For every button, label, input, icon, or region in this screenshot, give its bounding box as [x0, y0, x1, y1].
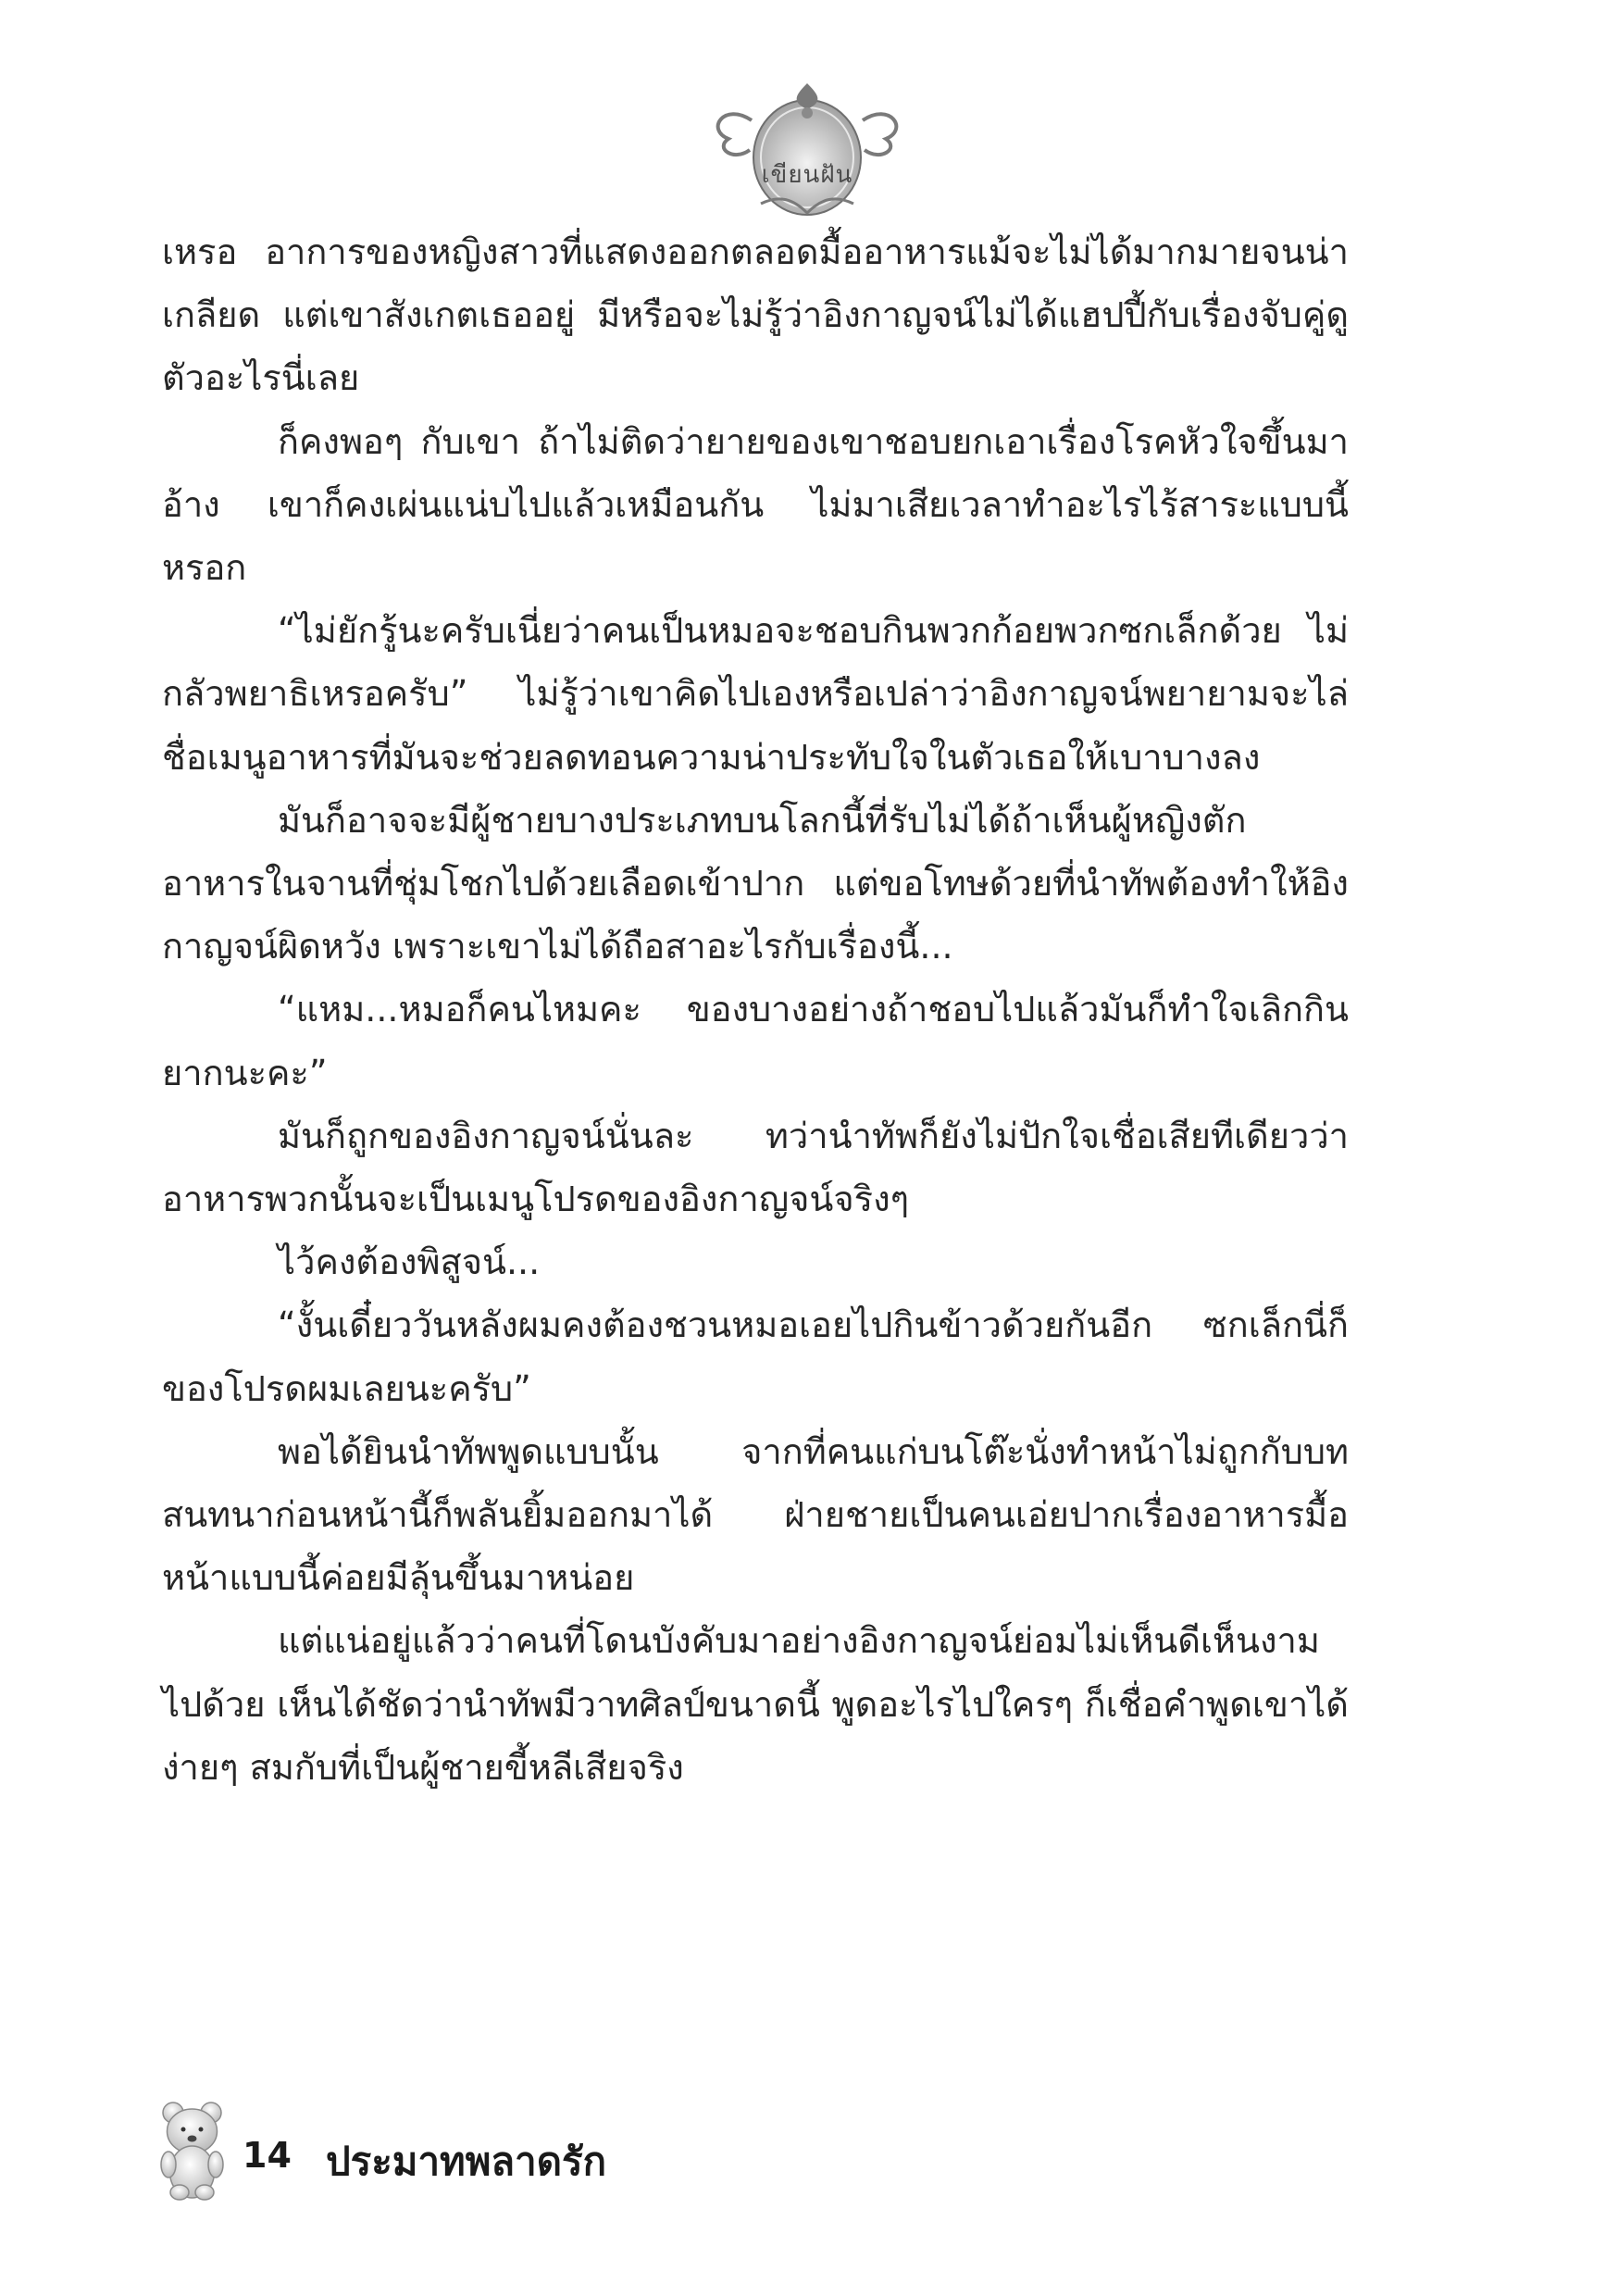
paragraph: พอได้ยินนำทัพพูดแบบนั้น จากที่คนแก่บนโต๊ะนั่งทำหน้าไม่ถูกกับบทสนทนาก่อนหน้านี้ก็พลันยิ้มออกมาได้ ฝ่ายชายเป็นคนเอ่ยปากเรื่องอาหารมื้อหน้าแบบนี้ค่อยมีลุ้นขึ้นมาหน่อย: [162, 1430, 1349, 1599]
paragraph: “ไม่ยักรู้นะครับเนี่ยว่าคนเป็นหมอจะชอบกินพวกก้อยพวกซกเล็กด้วย ไม่กลัวพยาธิเหรอครับ” ไม่รู้ว่าเขาคิดไปเองหรือเปล่าว่าอิงกาญจน์พยายามจะไล่ชื่อเมนูอาหารที่มันจะช่วยลดทอนความน่าประทับใจในตัวเธอให้เบาบางลง: [162, 610, 1349, 778]
paragraph: ก็คงพอๆ กับเขา ถ้าไม่ติดว่ายายของเขาชอบยกเอาเรื่องโรคหัวใจขึ้นมาอ้าง เขาก็คงเผ่นแน่บไปแล้วเหมือนกัน ไม่มาเสียเวลาทำอะไรไร้สาระแบบนี้หรอก: [162, 420, 1349, 589]
page-footer: [157, 2100, 898, 2202]
ornament-icon: [687, 65, 927, 222]
page-number: 14: [243, 2135, 292, 2176]
paragraph: มันก็ถูกของอิงกาญจน์นั่นละ ทว่านำทัพก็ยังไม่ปักใจเชื่อเสียทีเดียวว่าอาหารพวกนั้นจะเป็นเมนูโปรดของอิงกาญจน์จริงๆ: [162, 1115, 1349, 1220]
paragraph: “งั้นเดี๋ยววันหลังผมคงต้องชวนหมอเอยไปกินข้าวด้วยกันอีก ซกเล็กนี่ก็ของโปรดผมเลยนะครับ”: [162, 1304, 1349, 1409]
paragraph: มันก็อาจจะมีผู้ชายบางประเภทบนโลกนี้ที่รับไม่ได้ถ้าเห็นผู้หญิงตักอาหารในจานที่ชุ่มโชกไปด้วยเลือดเข้าปาก แต่ขอโทษด้วยที่นำทัพต้องทำให้อิงกาญจน์ผิดหวัง เพราะเขาไม่ได้ถือสาอะไรกับเรื่องนี้...: [162, 799, 1349, 967]
paragraph: ไว้คงต้องพิสูจน์...: [278, 1242, 541, 1283]
story-text: [162, 220, 1349, 1799]
book-title: ประมาทพลาดรัก: [326, 2139, 607, 2184]
logo-text: เขียนฝัน: [761, 161, 853, 189]
paragraph: “แหม...หมอก็คนไหมคะ ของบางอย่างถ้าชอบไปแล้วมันก็ทำใจเลิกกินยากนะคะ”: [162, 989, 1349, 1093]
paragraph: เหรอ อาการของหญิงสาวที่แสดงออกตลอดมื้ออาหารแม้จะไม่ได้มากมายจนน่าเกลียด แต่เขาสังเกตเธออยู่ มีหรือจะไม่รู้ว่าอิงกาญจน์ไม่ได้แฮปปี้กับเรื่องจับคู่ดูตัวอะไรนี่เลย: [162, 231, 1349, 399]
paragraph: แต่แน่อยู่แล้วว่าคนที่โดนบังคับมาอย่างอิงกาญจน์ย่อมไม่เห็นดีเห็นงามไปด้วย เห็นได้ชัดว่านำทัพมีวาทศิลป์ขนาดนี้ พูดอะไรไปใครๆ ก็เชื่อคำพูดเขาได้ง่ายๆ สมกับที่เป็นผู้ชายขี้หลีเสียจริง: [162, 1620, 1349, 1788]
publisher-logo: [687, 65, 927, 222]
teddy-bear-icon: [157, 2100, 227, 2202]
